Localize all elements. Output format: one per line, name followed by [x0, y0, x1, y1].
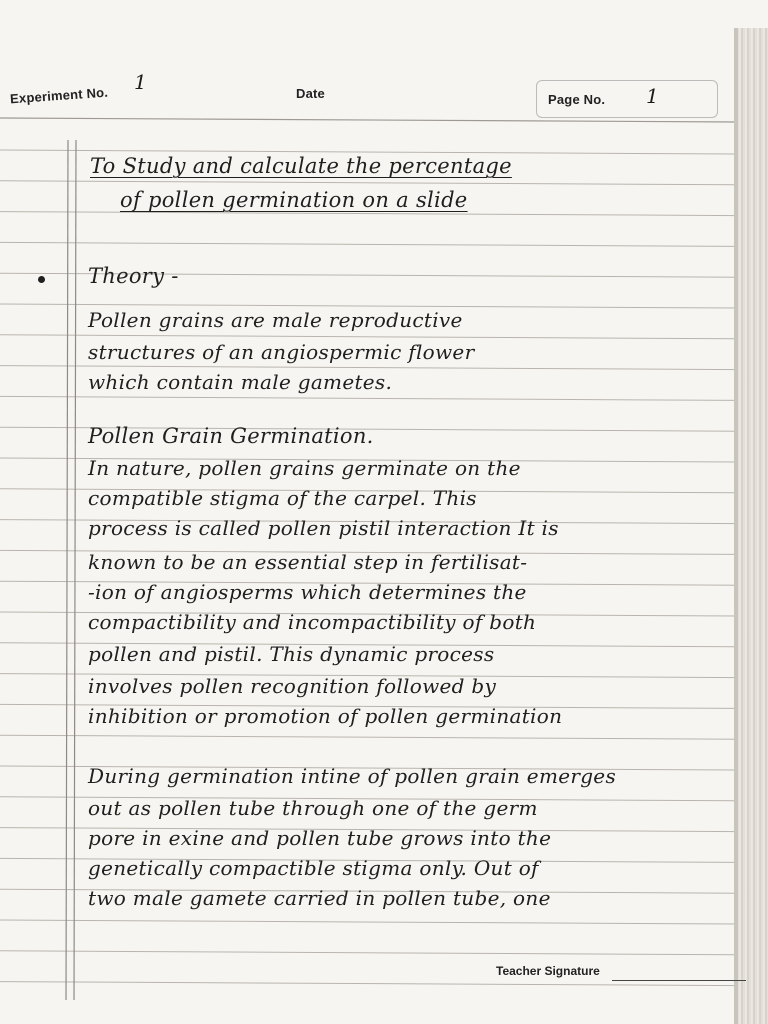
margin-line-left: [66, 140, 68, 1000]
margin-line-right: [74, 140, 76, 1000]
rule-line: [0, 181, 738, 185]
during-line: genetically compactible stigma only. Out of: [88, 856, 539, 880]
title-line-1: To Study and calculate the percentage: [90, 154, 512, 178]
page-header: [0, 0, 738, 130]
page-no-label: Page No.: [548, 92, 606, 107]
germination-line: compactibility and incompactibility of both: [88, 610, 537, 634]
rule-line: [0, 951, 738, 955]
rule-line: [0, 982, 738, 986]
theory-line: structures of an angiospermic flower: [88, 340, 475, 364]
rule-line: [0, 920, 738, 924]
germination-line: compatible stigma of the carpel. This: [88, 486, 477, 510]
page-no-value: 1: [646, 84, 659, 108]
germination-line: known to be an essential step in fertilisat-: [88, 550, 528, 574]
theory-heading: Theory -: [88, 264, 179, 288]
germination-line: involves pollen recognition followed by: [88, 674, 497, 698]
date-label: Date: [296, 86, 325, 101]
germination-line: pollen and pistil. This dynamic process: [88, 642, 495, 666]
germination-line: process is called pollen pistil interaction It is: [88, 516, 559, 540]
rule-line: [0, 735, 738, 739]
rule-line: [0, 242, 738, 246]
germination-heading: Pollen Grain Germination.: [88, 424, 374, 448]
experiment-no-label: Experiment No.: [9, 84, 109, 107]
teacher-signature-line: [612, 980, 746, 981]
teacher-signature-label: Teacher Signature: [496, 964, 600, 978]
during-line: During germination intine of pollen grain emerges: [88, 764, 617, 788]
rule-line: [0, 396, 738, 400]
theory-line: which contain male gametes.: [88, 370, 393, 394]
during-line: pore in exine and pollen tube grows into the: [88, 826, 552, 850]
title-line-2: of pollen germination on a slide: [120, 188, 468, 212]
rule-line: [0, 366, 738, 370]
experiment-no-value: 1: [134, 70, 147, 94]
rule-line: [0, 335, 738, 339]
germination-line: -ion of angiosperms which determines the: [88, 580, 527, 604]
during-line: out as pollen tube through one of the germ: [88, 796, 538, 820]
theory-line: Pollen grains are male reproductive: [88, 308, 463, 332]
during-line: two male gamete carried in pollen tube, one: [88, 886, 551, 910]
bullet-dot: [38, 276, 45, 283]
germination-line: inhibition or promotion of pollen germination: [88, 704, 563, 728]
germination-line: In nature, pollen grains germinate on the: [88, 456, 521, 480]
page-edge: [738, 28, 768, 1024]
rule-line: [0, 212, 738, 216]
